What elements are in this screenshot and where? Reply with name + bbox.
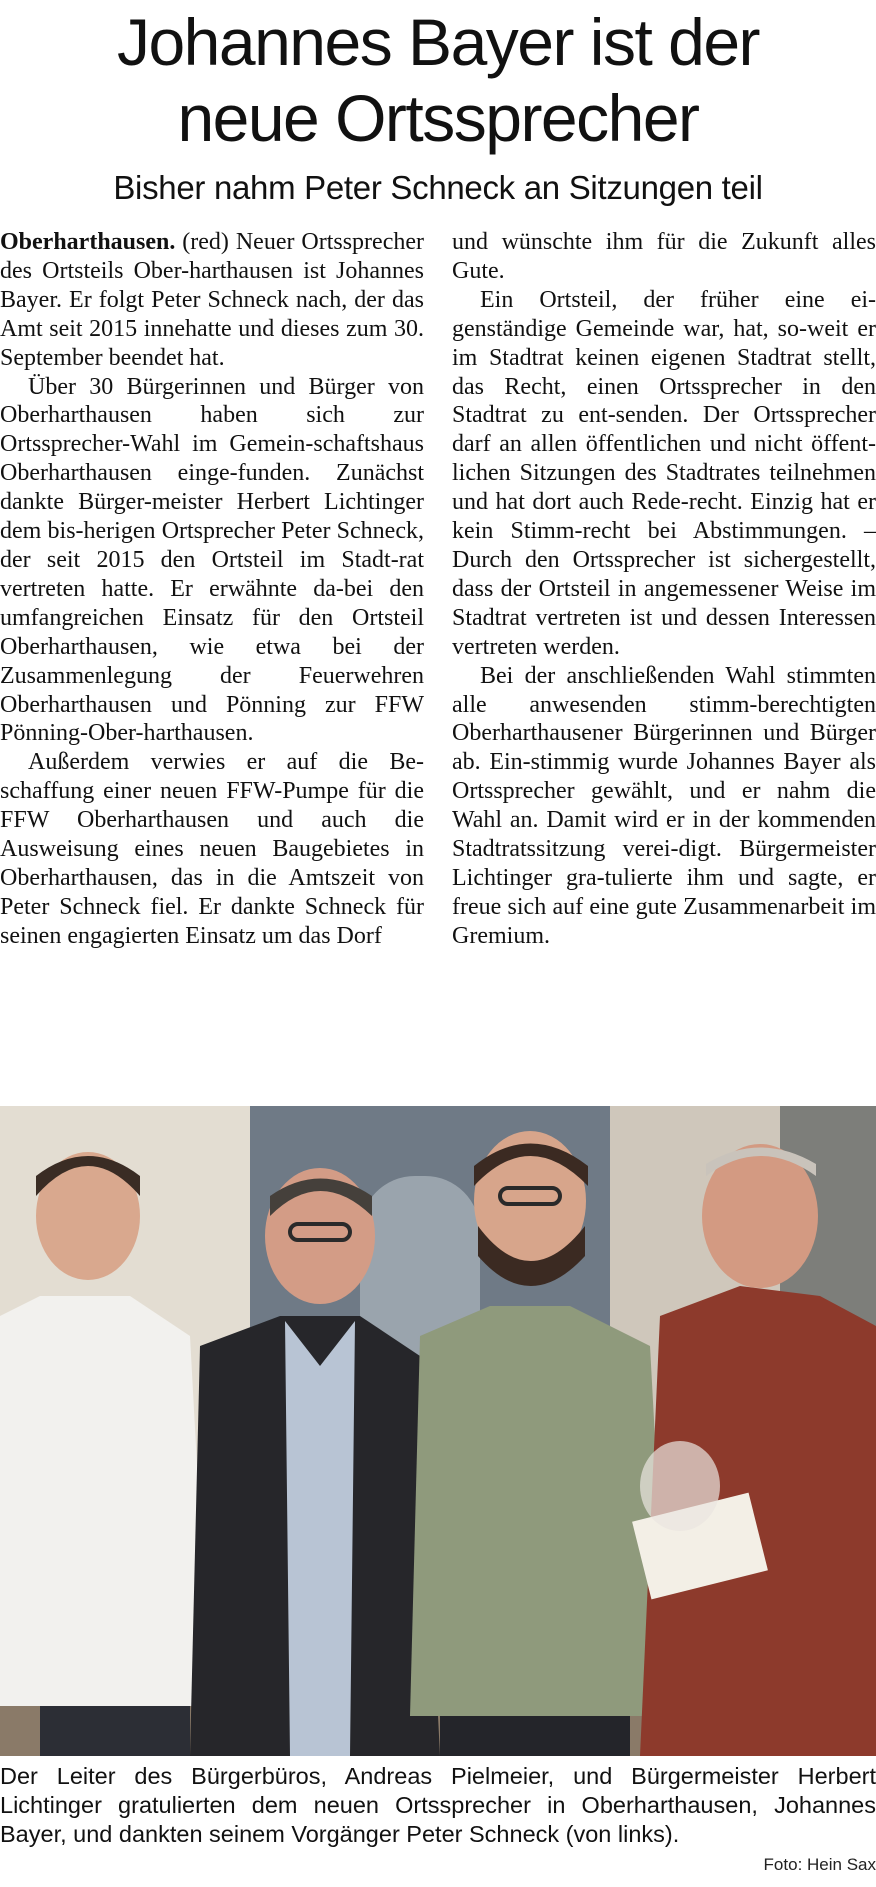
paragraph-text: (red) Neuer Ortssprecher des Ortsteils Ober-harthausen ist Johannes Bayer. Er folgt Peter Schneck nach, der das Amt seit 2015 innehatte und dieses zum 30. September beendet hat. xyxy=(0,229,424,371)
photo-caption: Der Leiter des Bürgerbüros, Andreas Pielmeier, und Bürgermeister Herbert Lichtinger gratulierten dem neuen Ortssprecher in Oberharthausen, Johannes Bayer, und dankten seinem Vorgänger Peter Schneck (von links). xyxy=(0,1763,876,1847)
photo-credit: Foto: Hein Sax xyxy=(758,1850,876,1879)
subheadline: Bisher nahm Peter Schneck an Sitzungen teil xyxy=(113,169,763,206)
headline-line-2: neue Ortssprecher xyxy=(177,81,699,155)
article-column-right xyxy=(452,228,876,951)
dateline: Oberharthausen. xyxy=(0,229,176,255)
article-column-left xyxy=(0,228,424,951)
headline xyxy=(0,4,876,156)
article-paragraph xyxy=(0,228,424,373)
article-paragraph: Über 30 Bürgerinnen und Bürger von Oberharthausen haben sich zur Ortssprecher-Wahl im Gemein-schaftshaus Oberharthausen einge-funden. Zunächst dankte Bürger-meister Herbert Lichtinger dem bis-herigen Ortsprecher Peter Schneck, der seit 2015 den Ortsteil im Stadt-rat vertreten hatte. Er erwähnte da-bei den umfangreichen Einsatz für den Ortsteil Oberharthausen, wie etwa bei der Zusammenlegung der Feuerwehren Oberharthausen und Pönning zur FFW Pönning-Ober-harthausen. xyxy=(0,373,424,747)
article-paragraph: und wünschte ihm für die Zukunft alles Gute. xyxy=(452,229,876,284)
article-paragraph: Außerdem verwies er auf die Be-schaffung einer neuen FFW-Pumpe für die FFW Oberharthausen und auch die Ausweisung eines neuen Baugebietes in Oberharthausen, das in die Amtszeit von Peter Schneck fiel. Er dankte Schneck für seinen engagierten Einsatz um das Dorf xyxy=(0,749,424,949)
group-photo xyxy=(0,1106,876,1756)
headline-line-1: Johannes Bayer ist der xyxy=(116,5,760,79)
article-paragraph: Ein Ortsteil, der früher eine ei-genständige Gemeinde war, hat, so-weit er im Stadtrat keinen eigenen Stadtrat stellt, das Recht, einen Ortssprecher in den Stadtrat zu ent-senden. Der Ortssprecher darf an allen öffentlichen und nicht öffent-lichen Sitzungen des Stadtrates teilnehmen und hat dort auch Rede-recht. Einzig hat er kein Stimm-recht bei Abstimmungen. – Durch den Ortssprecher ist sichergestellt, dass der Ortsteil in angemessener Weise im Stadtrat vertreten ist und dessen Interessen vertreten werden. xyxy=(452,286,876,660)
article-paragraph: Bei der anschließenden Wahl stimmten alle anwesenden stimm-berechtigten Oberharthausener Bürgerinnen und Bürger ab. Ein-stimmig wurde Johannes Bayer als Ortssprecher gewählt, und er nahm die Wahl an. Damit wird er in der kommenden Stadtratssitzung verei-digt. Bürgermeister Lichtinger gra-tulierte ihm und sagte, er freue sich auf eine gute Zusammenarbeit im Gremium. xyxy=(452,662,876,949)
